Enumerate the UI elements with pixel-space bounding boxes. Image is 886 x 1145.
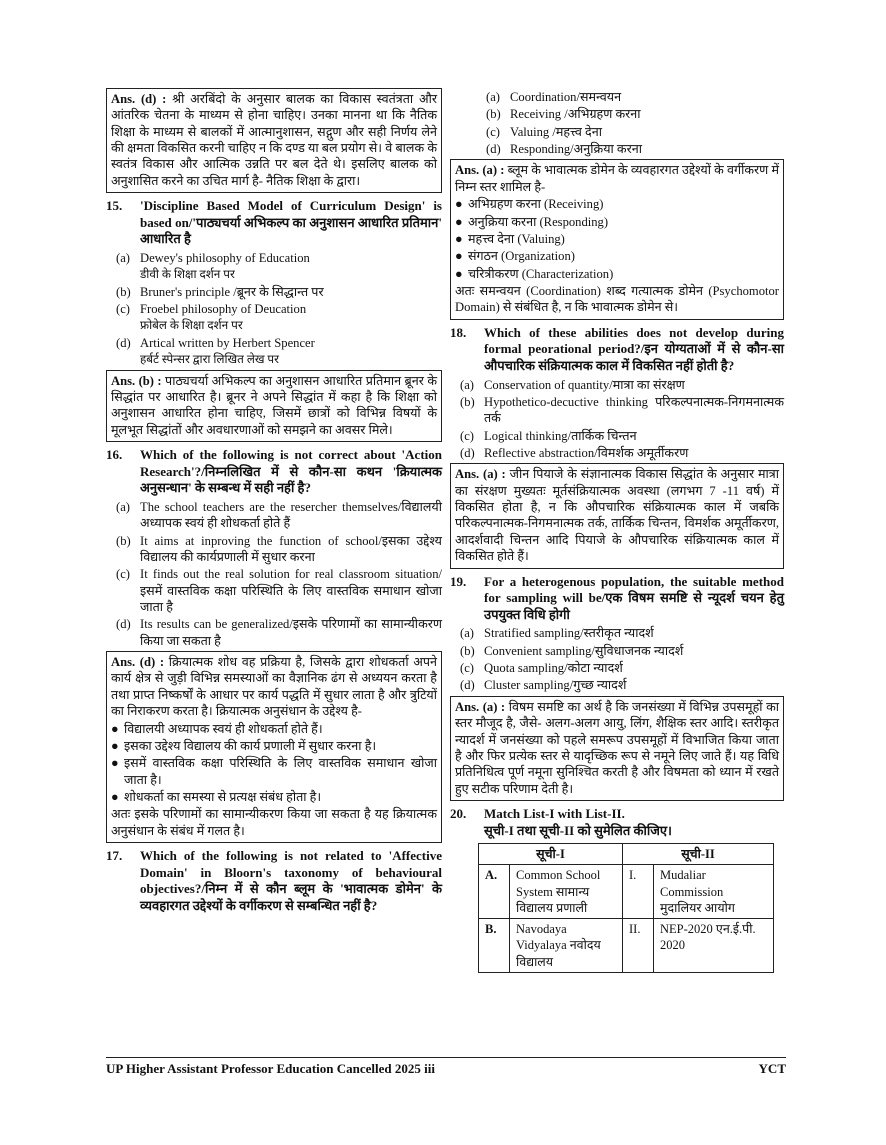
answer-text: विषम समष्टि का अर्थ है कि जनसंख्या में विभिन्न उपसमूहों का स्तर मौजूद है, जैसे- अलग-अलग आयु, लिंग, शैक्षिक स्तर आदि। स्तरीकृत न्यादर्श में जनसंख्या को पहले समरूप उपसमूहों में विभाजित किया जाता है और फिर प्रत्येक स्तर से यादृच्छिक रूप से नमूने लिए जाते हैं। यह विधि प्रतिनिधित्व पूर्ण नमूना सुनिश्चित करती है और विषमता को ध्यान में रखते हुए सटीक परिणाम देती है। — [455, 699, 780, 796]
option-text-hindi: डीवी के शिक्षा दर्शन पर — [140, 267, 235, 282]
option — [106, 499, 442, 532]
left-column — [106, 86, 442, 917]
bullet-dot-icon: ● — [455, 249, 463, 264]
answer-14 — [106, 88, 442, 193]
question-text: 'Discipline Based Model of Curriculum Design' is based on/'पाठ्यचर्या अभिकल्प का अनुशासन आधारित प्रतिमान' आधारित है — [140, 198, 442, 247]
option-label: (d) — [116, 617, 131, 632]
match-table — [478, 843, 774, 973]
answer-lead: Ans. (b) : — [111, 373, 162, 388]
answer-text: क्रियात्मक शोध वह प्रक्रिया है, जिसके द्वारा शोधकर्ता अपने कार्य क्षेत्र से जुड़ी विभिन्न समस्याओं का वैज्ञानिक ढंग से अध्ययन करता है तथा प्राप्त निष्कर्षों के आधार पर कार्य पद्धति में सुधार लाता है और त्रुटियों का निराकरण करता है। क्रियात्मक अनुसंधान के उद्देश्य है- — [111, 655, 437, 719]
bullet-text: अनुक्रिया करना (Responding) — [468, 214, 609, 229]
bullet-text: चरित्रीकरण (Characterization) — [468, 266, 614, 281]
question-text: Which of the following is not correct about 'Action Research'?/निम्नलिखित में से कौन-सा कथन 'क्रियात्मक अनुसन्धान' के सम्बन्ध में सही नहीं है? — [140, 446, 442, 496]
answer-16 — [106, 651, 442, 843]
option-text: It finds out the real solution for real classroom situation/इसमें वास्तविक कक्षा परिस्थिति के लिए वास्तविक समाधान खोजा जाता है — [140, 567, 442, 615]
answer-lead: Ans. (d) : — [111, 92, 167, 106]
option-label: (d) — [116, 335, 131, 350]
option-label: (a) — [116, 251, 130, 266]
option — [106, 250, 442, 283]
bullet-dot-icon: ● — [111, 721, 119, 736]
bullet-text: महत्त्व देना (Valuing) — [468, 231, 565, 246]
bullet-item — [455, 214, 779, 230]
option — [450, 89, 784, 105]
list2-item: Mudaliar Commission मुदालियर आयोग — [654, 865, 774, 919]
option-label: (a) — [460, 626, 474, 641]
question-text: For a heterogenous population, the suitable method for sampling will be/एक विषम समष्टि से न्यूदर्श चयन हेतु उपयुक्त विधि होगी — [484, 573, 784, 622]
bullet-dot-icon: ● — [455, 214, 463, 229]
right-column — [450, 88, 784, 973]
question-number: 20. — [450, 805, 467, 821]
answer-19 — [450, 696, 784, 801]
bullet-item — [111, 789, 437, 805]
answer-lead: Ans. (a) : — [455, 467, 506, 482]
question-number: 15. — [106, 198, 123, 214]
list1-label: B. — [479, 919, 510, 973]
question-number: 16. — [106, 446, 123, 462]
option-label: (a) — [486, 90, 500, 104]
option-label: (a) — [460, 377, 474, 392]
option — [450, 445, 784, 461]
bullet-dot-icon: ● — [455, 197, 463, 212]
option-label: (b) — [460, 394, 475, 409]
option-text: Reflective abstraction/विमर्शक अमूर्तीकरण — [484, 445, 689, 460]
answer-tail: अतः समन्वयन (Coordination) शब्द गत्यात्मक डोमेन (Psychomotor Domain) से संबंधित है, न कि भावात्मक डोमेन से। — [455, 283, 779, 315]
option-label: (b) — [116, 284, 131, 299]
bullet-text: शोधकर्ता का समस्या से प्रत्यक्ष संबंध होता है। — [124, 789, 322, 804]
option-text: Artical written by Herbert Spencer — [140, 335, 315, 350]
answer-text: श्री अरबिंदो के अनुसार बालक का विकास स्वतंत्रता और आंतरिक चेतना के माध्यम से होना चाहिए। उनका मानना था कि नैतिक शिक्षा के माध्यम से बालकों में आत्मानुशासन, सद्गुण और सही निर्णय लेने की क्षमता विकसित करनी चाहिए न कि दण्ड या बल प्रयोग से। वे बालक के स्वतंत्र विकास और आत्मिक उन्नति पर बल देते थे। इसलिए बालक को अनुशासित करने का उचित मार्ग है- नैतिक शिक्षा के द्वारा। — [111, 92, 437, 188]
option-label: (b) — [460, 643, 475, 658]
list1-label: A. — [479, 865, 510, 919]
option — [106, 566, 442, 615]
question-text: Which of the following is not related to 'Affective Domain' in Bloorn's taxonomy of behavioural objectives?/निम्न में से कौन ब्लूम के 'भावात्मक डोमेन' के व्यवहारगत उद्देश्यों के वर्गीकरण से सम्बन्धित नहीं है? — [140, 848, 442, 913]
answer-15 — [106, 370, 442, 442]
option-label: (c) — [116, 302, 130, 317]
footer-left: UP Higher Assistant Professor Education Cancelled 2025 iii — [106, 1061, 435, 1076]
option-text: Stratified sampling/स्तरीकृत न्यादर्श — [484, 626, 654, 641]
answer-17 — [450, 159, 784, 319]
answer-text: पाठ्यचर्या अभिकल्प का अनुशासन आधारित प्रतिमान ब्रूनर के सिद्धांत पर आधारित है। ब्रूनर ने अपने सिद्धांत में कहा है कि शिक्षा को अनुशासन आधारित होना चाहिए, जिसमें छात्रों को विभिन्न विषयों के मूलभूत सिद्धांतों और अवधारणाओं को समझने का अवसर मिले। — [111, 373, 437, 437]
option — [450, 394, 784, 427]
option — [450, 428, 784, 444]
bullet-dot-icon: ● — [111, 738, 119, 753]
question-18 — [450, 325, 784, 375]
option-label: (c) — [116, 567, 130, 582]
question-17 — [106, 848, 442, 915]
bullet-text: इसका उद्देश्य विद्यालय की कार्य प्रणाली में सुधार करना है। — [124, 738, 377, 753]
bullet-dot-icon: ● — [111, 789, 119, 804]
option-label: (c) — [486, 124, 500, 139]
option — [450, 377, 784, 393]
option-text: Its results can be generalized/इसके परिणामों का सामान्यीकरण किया जा सकता है — [140, 617, 442, 648]
option-label: (b) — [116, 533, 131, 548]
bullet-item — [111, 721, 437, 737]
list1-item: Navodaya Vidyalaya नवोदय विद्यालय — [510, 919, 623, 973]
answer-tail: अतः इसके परिणामों का सामान्यीकरण किया जा सकता है यह क्रियात्मक अनुसंधान के संबंध में गलत है। — [111, 807, 437, 838]
option — [450, 660, 784, 676]
question-20 — [450, 806, 784, 839]
question-number: 18. — [450, 324, 467, 340]
option-text: The school teachers are the resercher themselves/विद्यालयी अध्यापक स्वयं ही शोधकर्ता होते हैं — [140, 499, 442, 531]
option — [106, 616, 442, 649]
question-text-hindi: सूची-I तथा सूची-II को सुमेलित कीजिए। — [484, 822, 672, 838]
answer-lead: Ans. (a) : — [455, 163, 505, 178]
footer-right: YCT — [758, 1061, 786, 1076]
answer-text: ब्लूम के भावात्मक डोमेन के व्यवहारगत उद्देश्यों के वर्गीकरण में निम्न स्तर शामिल है- — [455, 163, 779, 194]
option-text: Cluster sampling/गुच्छ न्यादर्श — [484, 678, 627, 693]
option-text: Conservation of quantity/मात्रा का संरक्षण — [484, 377, 685, 392]
option-text: Bruner's principle /ब्रूनर के सिद्धान्त पर — [140, 284, 324, 299]
option-text-hindi: हर्बर्ट स्पेन्सर द्वारा लिखित लेख पर — [140, 352, 279, 367]
bullet-dot-icon: ● — [455, 266, 463, 281]
option — [106, 284, 442, 300]
option-text: Dewey's philosophy of Education — [140, 251, 310, 266]
bullet-text: अभिग्रहण करना (Receiving) — [468, 197, 604, 212]
page-footer — [106, 1057, 786, 1077]
list2-item: NEP-2020 एन.ई.पी. 2020 — [654, 919, 774, 973]
option — [450, 106, 784, 122]
option — [106, 335, 442, 368]
option — [450, 643, 784, 659]
bullet-item — [455, 266, 779, 282]
question-text: Which of these abilities does not develop during formal peorational period?/इन योग्यताओं में से कौन-सा औपचारिक संक्रियात्मक काल में विकसित नहीं होती है? — [484, 324, 784, 373]
answer-18 — [450, 463, 784, 568]
option-text: Responding/अनुक्रिया करना — [510, 142, 643, 157]
answer-lead: Ans. (a) : — [455, 699, 506, 714]
option — [450, 141, 784, 157]
bullet-dot-icon: ● — [455, 231, 463, 246]
bullet-item — [111, 738, 437, 754]
option-label: (d) — [460, 678, 475, 693]
option-text: Froebel philosophy of Deucation — [140, 302, 307, 317]
bullet-text: विद्यालयी अध्यापक स्वयं ही शोधकर्ता होते हैं। — [124, 721, 323, 736]
option-text-hindi: फ्रोबेल के शिक्षा दर्शन पर — [140, 318, 243, 333]
option-label: (c) — [460, 661, 474, 676]
option-label: (b) — [486, 107, 501, 122]
question-number: 19. — [450, 573, 467, 589]
bullet-text: संगठन (Organization) — [468, 249, 575, 264]
bullet-text: इसमें वास्तविक कक्षा परिस्थिति के लिए वास्तविक समाधान खोजा जाता है। — [124, 756, 437, 787]
bullet-item — [455, 248, 779, 264]
option — [450, 124, 784, 140]
option-text: Quota sampling/कोटा न्यादर्श — [484, 661, 623, 676]
column-header: सूची-I — [479, 844, 623, 865]
option-label: (d) — [486, 142, 501, 157]
option — [450, 625, 784, 641]
bullet-item — [111, 755, 437, 788]
question-16 — [106, 447, 442, 497]
list1-item: Common School System सामान्य विद्यालय प्रणाली — [510, 865, 623, 919]
question-text: Match List-I with List-II. — [484, 805, 625, 821]
option-label: (c) — [460, 428, 474, 443]
table-header-row — [479, 844, 774, 865]
option — [450, 677, 784, 693]
list2-label: I. — [623, 865, 654, 919]
answer-lead: Ans. (d) : — [111, 655, 165, 670]
option-text: Receiving /अभिग्रहण करना — [510, 107, 641, 122]
option-text: Hypothetico-decuctive thinking परिकल्पनात्मक-निगमनात्मक तर्क — [484, 394, 784, 426]
option — [106, 301, 442, 334]
bullet-item — [455, 196, 779, 212]
option — [106, 533, 442, 566]
column-header: सूची-II — [623, 844, 774, 865]
bullet-dot-icon: ● — [111, 756, 119, 771]
option-text: Valuing /महत्त्व देना — [510, 124, 602, 139]
bullet-item — [455, 231, 779, 247]
question-15 — [106, 198, 442, 248]
option-text: It aims at inproving the function of school/इसका उद्देश्य विद्यालय की कार्यप्रणाली में सुधार करना — [140, 533, 442, 564]
list2-label: II. — [623, 919, 654, 973]
option-label: (a) — [116, 499, 130, 514]
option-text: Coordination/समन्वयन — [510, 90, 622, 104]
question-19 — [450, 574, 784, 624]
option-text: Logical thinking/तार्किक चिन्तन — [484, 428, 637, 443]
option-text: Convenient sampling/सुविधाजनक न्यादर्श — [484, 643, 684, 658]
table-row — [479, 865, 774, 919]
table-row — [479, 919, 774, 973]
question-number: 17. — [106, 848, 123, 864]
option-label: (d) — [460, 445, 475, 460]
answer-text: जीन पियाजे के संज्ञानात्मक विकास सिद्धांत के अनुसार मात्रा का संरक्षण मुख्यतः मूर्तसंक्रियात्मक अवस्था (लगभग 7 -11 वर्ष) में विकसित होता है, न कि औपचारिक संक्रियात्मक काल में जबकि परिकल्पनात्मक-निगमनात्मक तर्क, तार्किक चिन्तन, विमर्शक अमूर्तीकरण, आदर्शवादी चिन्तन आदि पियाजे के औपचारिक संक्रियात्मक काल में विकसित होते हैं। — [455, 467, 780, 564]
